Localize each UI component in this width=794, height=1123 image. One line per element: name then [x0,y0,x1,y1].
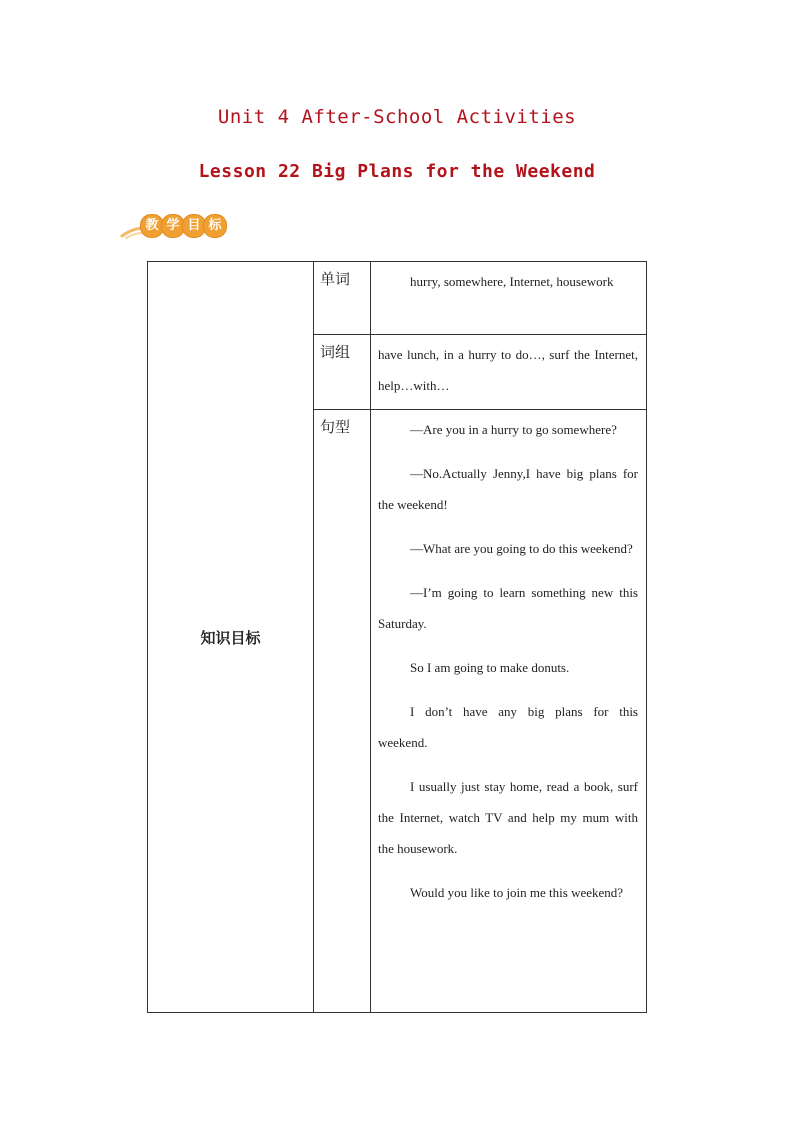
banner-char: 学 [161,214,185,238]
row-label-sentences: 句型 [314,410,371,1013]
banner-label [140,214,224,238]
sentence: I don’t have any big plans for this weekend. [378,704,638,750]
words-cell [371,262,647,335]
sentence: I usually just stay home, read a book, surf the Internet, watch TV and help my mum with the housework. [378,779,638,856]
sentence: —What are you going to do this weekend? [410,541,633,556]
goals-table [147,261,647,1013]
banner-char: 目 [182,214,206,238]
phrases-text: have lunch, in a hurry to do…, surf the Internet, help…with… [378,347,638,393]
row-label-phrases: 词组 [314,335,371,410]
unit-title: Unit 4 After-School Activities [217,106,577,128]
sentence: —No.Actually Jenny,I have big plans for the weekend! [378,466,638,512]
table-row [148,262,647,335]
sentence: Would you like to join me this weekend? [410,885,624,900]
words-text: hurry, somewhere, Internet, housework [410,274,614,289]
sentence: —I’m going to learn something new this Saturday. [378,585,638,631]
banner-char: 教 [140,214,164,238]
phrases-cell [371,335,647,410]
banner-char: 标 [203,214,227,238]
sentence: —Are you in a hurry to go somewhere? [410,422,617,437]
sentences-cell [371,410,647,1013]
sentence: So I am going to make donuts. [410,660,570,675]
category-cell: 知识目标 [148,262,314,1013]
lesson-title: Lesson 22 Big Plans for the Weekend [198,161,596,182]
teaching-goals-banner [120,212,230,242]
row-label-words: 单词 [314,262,371,335]
